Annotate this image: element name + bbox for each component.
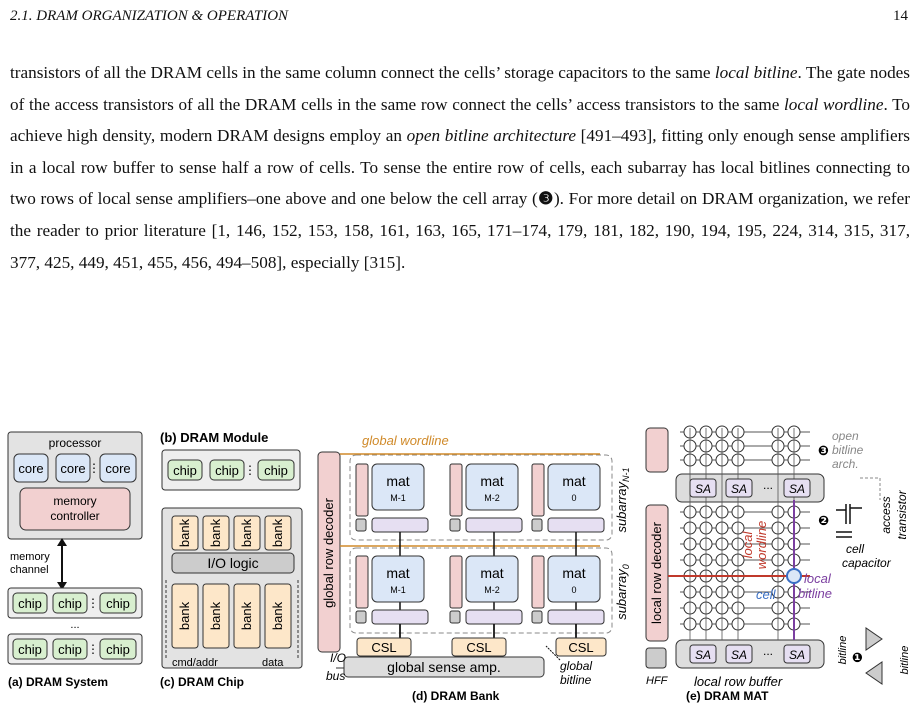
csl-label: CSL (466, 640, 492, 655)
cell-cap-label-1: cell (846, 542, 865, 556)
mat-label: mat (480, 473, 504, 489)
bank-label: bank (208, 601, 223, 631)
marker-3: ❸ (537, 189, 554, 209)
svg-text:chip: chip (173, 463, 197, 478)
marker-2: ❷ (818, 513, 830, 528)
global-bitline-label-2: bitline (560, 673, 592, 687)
gsa-label: global sense amp. (387, 659, 501, 675)
sa-label: SA (730, 648, 748, 662)
bank-label: bank (177, 518, 192, 548)
core-label: core (18, 461, 44, 476)
global-bitline-label-1: global (560, 659, 593, 673)
mat-index: M-1 (390, 585, 406, 595)
open-bitline-label-1: open (832, 429, 859, 443)
open-bitline-label-3: arch. (832, 457, 859, 471)
bank-label: bank (270, 518, 285, 548)
wordline-label: wordline (754, 520, 769, 570)
channel-label-2: channel (10, 564, 49, 576)
text-run: [491–493], fitting only enough sense amplifiers in a local row buffer to sense half a row of cells. To sense the entire row of cells, each subarray has local bitlines connecting to two rows of local sense amplifiers–one above and one below the cell array ( (10, 126, 910, 209)
local-label: local (740, 531, 755, 559)
svg-text:⋮: ⋮ (244, 463, 256, 477)
marker-1: ❶ (852, 650, 864, 665)
sa-label: SA (788, 482, 806, 496)
local-row-buffer (372, 518, 428, 532)
caption-d: (d) DRAM Bank (412, 689, 500, 703)
transistor-label: transistor (895, 490, 909, 540)
core-label: core (105, 461, 131, 476)
page-number: 14 (893, 8, 908, 24)
sa-label: SA (788, 648, 806, 662)
local-bitline-label-2: bitline (798, 586, 832, 601)
io-logic-label: I/O logic (207, 555, 259, 571)
local-decoder (532, 556, 544, 608)
svg-text:⋮: ⋮ (88, 461, 100, 475)
subarray-top-label: subarray$_{N-1}$ (614, 467, 631, 533)
grd-label: global row decoder (321, 498, 336, 608)
cell-cap-label-2: capacitor (842, 556, 891, 570)
panel-d (318, 433, 631, 703)
io-bus-label-1: I/O (330, 651, 347, 665)
local-decoder (450, 464, 462, 516)
mat-index: M-2 (484, 585, 500, 595)
chip-label: chip (106, 596, 130, 611)
cmd-addr-label: cmd/addr (172, 657, 218, 669)
mat-label: mat (562, 565, 586, 581)
caption-a: (a) DRAM System (8, 675, 109, 689)
lrd-label: local row decoder (649, 522, 664, 624)
local-decoder (532, 464, 544, 516)
caption-c: (c) DRAM Chip (160, 675, 244, 689)
hff-label: HFF (646, 675, 668, 687)
bitline-label: bitline (899, 645, 911, 675)
hff-box (532, 519, 542, 531)
mat-label: mat (480, 565, 504, 581)
marker-3: ❸ (818, 443, 830, 458)
core-label: core (60, 461, 86, 476)
chip-label: chip (58, 642, 82, 657)
mat-index: 0 (571, 493, 577, 503)
local-row-buffer (466, 610, 522, 624)
panel-c (160, 508, 302, 689)
caption-e: (e) DRAM MAT (686, 689, 769, 703)
bitline-label: bitline (837, 635, 849, 665)
local-row-buffer (372, 610, 428, 624)
local-decoder (356, 464, 368, 516)
data-label: data (262, 657, 284, 669)
global-wordline-label: global wordline (362, 433, 449, 448)
svg-text:chip: chip (264, 463, 288, 478)
sa-label: SA (730, 482, 748, 496)
mat-label: mat (386, 565, 410, 581)
dots: ... (762, 644, 774, 658)
text-run: . The gate nodes of the access transistors of all the DRAM cells in the same row connect the cells’ access transistors to the same (10, 63, 910, 114)
dots: ... (762, 478, 774, 492)
open-bitline-label-2: bitline (832, 443, 864, 457)
hff-box (450, 611, 460, 623)
mat-index: 0 (571, 585, 577, 595)
cell-label: cell (756, 587, 776, 602)
hff-box (356, 611, 366, 623)
text-run: . To achieve high density, modern DRAM designs employ an (10, 94, 911, 146)
svg-text:⋮: ⋮ (87, 596, 99, 610)
panel-e (646, 426, 911, 703)
access-label: access (879, 496, 893, 534)
panel-a (8, 432, 142, 689)
local-row-buffer (548, 610, 604, 624)
panel-b (160, 430, 300, 490)
chip-label: chip (58, 596, 82, 611)
bank-label: bank (177, 601, 192, 631)
io-bus-label-2: bus (326, 669, 346, 683)
svg-text:⋮: ⋮ (87, 642, 99, 656)
bank-label: bank (239, 601, 254, 631)
bank-label: bank (239, 518, 254, 548)
csl-label: CSL (568, 640, 594, 655)
hff-box (532, 611, 542, 623)
text-run: ). For more detail on DRAM organization, we refer the reader to prior literature [1, 146, 152, 153, 158, 161, 163, 165, 171–174, 179, 181, 182, 190, 194, 195, 224, 314, 315, 317, 377, 425, 449, 451, 455, 456, 494–508], especially [315]. (10, 189, 910, 272)
svg-text:...: ... (70, 619, 80, 631)
chip-label: chip (106, 642, 130, 657)
mc-label-2: controller (50, 509, 100, 523)
bank-label: bank (270, 601, 285, 631)
highlighted-cell (787, 569, 801, 583)
transistor-symbol (836, 504, 862, 537)
mat-index: M-1 (390, 493, 406, 503)
chip-label: chip (18, 596, 42, 611)
emph-local-bitline: local bitline (714, 63, 798, 82)
chip-label: chip (18, 642, 42, 657)
caption-b: (b) DRAM Module (160, 430, 269, 445)
sa-label: SA (694, 482, 712, 496)
mc-label-1: memory (53, 494, 97, 508)
local-decoder (450, 556, 462, 608)
channel-label-1: memory (10, 551, 50, 563)
text-run: transistors of all the DRAM cells in the same column connect the cells’ storage capacitors to the same (10, 63, 715, 82)
svg-text:chip: chip (215, 463, 239, 478)
sense-amp-symbol (866, 628, 882, 684)
hff-box (450, 519, 460, 531)
mat-label: mat (386, 473, 410, 489)
emph-open-bitline: open bitline architecture (406, 126, 577, 146)
mat-index: M-2 (484, 493, 500, 503)
csl-label: CSL (371, 640, 397, 655)
hff-box (356, 519, 366, 531)
local-row-buffer (548, 518, 604, 532)
sa-label: SA (694, 648, 712, 662)
bank-label: bank (208, 518, 223, 548)
local-bitline-label-1: local (804, 571, 831, 586)
section-title: 2.1. DRAM ORGANIZATION & OPERATION (10, 8, 289, 24)
lrb-label: local row buffer (694, 674, 783, 689)
processor-label: processor (48, 436, 102, 450)
local-decoder (356, 556, 368, 608)
mat-label: mat (562, 473, 586, 489)
emph-local-wordline: local wordline (783, 94, 884, 114)
local-row-buffer (466, 518, 522, 532)
subarray-bot-label: subarray$_0$ (614, 564, 631, 620)
